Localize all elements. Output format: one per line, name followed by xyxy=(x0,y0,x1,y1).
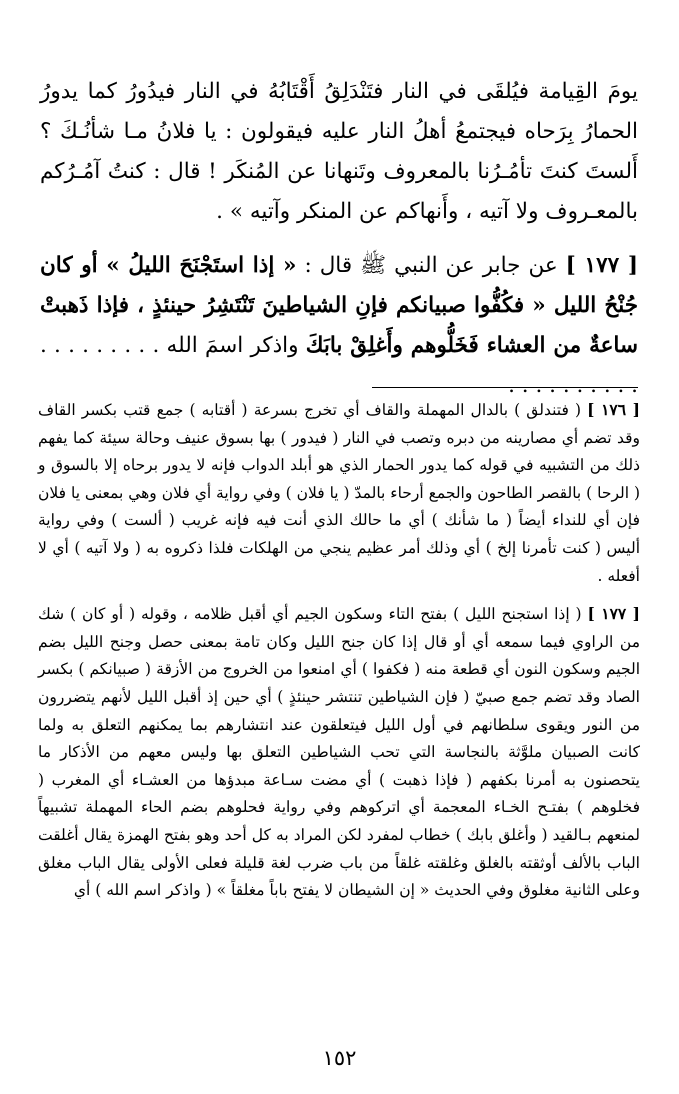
note-177 xyxy=(38,600,640,905)
hadith-177 xyxy=(40,246,638,406)
hadith-177-number: [ ١٧٧ ] xyxy=(565,253,639,278)
hadith-177-body: « إذا استَجْنَحَ الليلُ » أو كان جُنْحُ الليل « فكُفُّوا صبيانكم فإنِ الشياطينَ تَنْتَشِرُ حينئذٍ ، فإذا ذَهبتْ ساعةٌ من العشاء فَخَلُّوهم وأَغلِقْ بابَكَ xyxy=(40,253,638,358)
commentary-notes xyxy=(38,396,640,905)
note-176-text: ( فتندلق ) بالدال المهملة والقاف أي تخرج بسرعة ( أقتابه ) جمع قتب بكسر القاف وقد تضم أي مصارينه من دبره وتصب في النار ( فيدور ) بها بسوق عنيف وحالة سيئة كما يفهم ذلك من التشبيه في قوله كما يدور الحمار الذي هو أبلد الدواب فإنه لا يدور برحاه إلا بالسوق و ( الرحا ) بالقصر الطاحون والجمع أرحاء بالمدّ ( يا فلان ) وفي رواية أي فلان وهي بمعنى يا فلان فإن أي للنداء أيضاً ( ما شأنك ) أي ما حالك الذي أنت فيه فإنه غريب ( ألست ) وفي رواية أليس ( كنت تأمرنا إلخ ) أي وذلك أمر عظيم ينجي من الهلكات فلذا ذكروه به ( ولا آتيه ) أي لا أفعله . xyxy=(38,401,640,585)
hadith-176-continuation xyxy=(40,72,638,232)
hadith-177-tail: واذكر اسمَ الله . . . . . . . . . . . . . . . . . . . xyxy=(40,333,638,398)
main-text-block xyxy=(40,72,638,406)
note-176-number: [ ١٧٦ ] xyxy=(587,400,641,419)
note-177-number: [ ١٧٧ ] xyxy=(587,604,640,624)
page-number: ١٥٢ xyxy=(322,1046,357,1070)
note-177-text: ( إذا استجنح الليل ) بفتح التاء وسكون الجيم أي أقبل ظلامه ، وقوله ( أو كان ) شك من الراوي فيما سمعه أي أو قال إذا كان جنح الليل وكان تامة بمعنى حصل وجنح الليل بضم الجيم وسكون النون أي قطعة منه ( فكفوا ) أي امنعوا من الخروج من الأزقة ( صبيانكم ) بكسر الصاد وقد تضم جمع صبيّ ( فإن الشياطين تنتشر حينئذٍ ) أي حين إذ أقبل الليل لأنهم يتضررون من النور ويقوى سلطانهم في أول الليل فيتعلقون عند انتشارهم بما يمكنهم التعلق به ولما كانت الصبيان ملوَّثة بالنجاسة التي تحب الشياطين التعلق بها وليس معهم من الأذكار ما يتحصنون به أمرنا بكفهم ( فإذا ذهبت ) أي مضت سـاعة مبدؤها من العشـاء أي المغرب ( فخلوهم ) بفتـح الخـاء المعجمة أي اتركوهم وفي رواية فحلوهم بضم الحاء المهملة تشبيهاً لمنعهم بـالقيد ( وأغلق بابك ) خطاب لمفرد لكن المراد به كل أحد وهو بفتح الهمزة يقال أغلقت الباب بالألف أوثقته بالغلق وغلقته غلقاً من باب ضرب لغة قليلة فعلى الأولى يقال الباب مغلق وعلى الثانية مغلوق وفي الحديث « إن الشيطان لا يفتح باباً مغلقاً » ( واذكر اسم الله ) أي xyxy=(38,605,640,900)
footnote-divider xyxy=(372,387,638,388)
note-176 xyxy=(38,396,640,590)
hadith-177-intro: عن جابر عن النبي ﷺ قال : xyxy=(304,253,558,278)
hadith-176-text: يومَ القِيامة فيُلقَى في النار فتَنْدَلِقُ أَقْتَابُهُ في النار فيدُورُ كما يدورُ الحمارُ بِرَحاه فيجتمعُ أهلُ النار عليه فيقولون : يا فلانُ مـا شأنُـكَ ؟ أَلستَ كنتَ تأمُـرُنا بالمعروف وتَنهانا عن المُنكَر ! قال : كنتُ آمُـرُكم بالمعـروف ولا آتيه ، وأَنهاكم عن المنكر وآتيه » . xyxy=(40,79,638,224)
